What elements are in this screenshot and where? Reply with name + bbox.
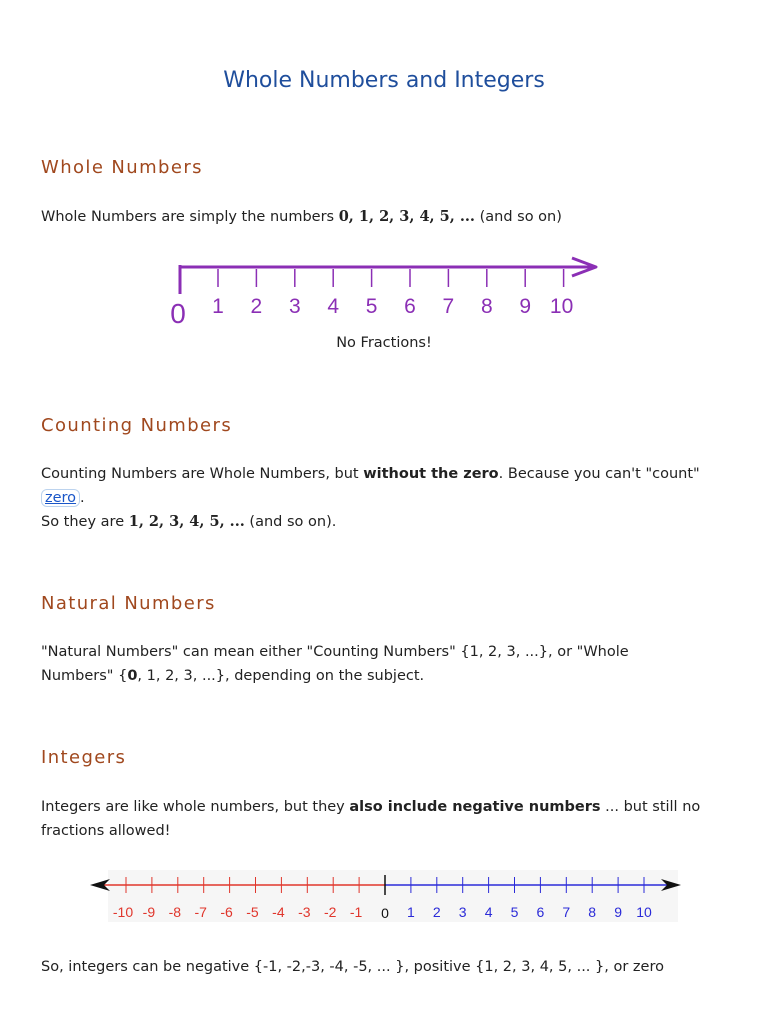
whole-line-label: 7: [442, 295, 455, 318]
whole-line-label: 5: [365, 295, 378, 318]
integer-line-negative-label: -3: [298, 904, 311, 920]
whole-number-list: 0, 1, 2, 3, 4, 5, ...: [338, 208, 475, 225]
integer-line-positive-label: 6: [536, 904, 545, 920]
integers-text-before: Integers are like whole numbers, but they: [41, 799, 350, 815]
counting-numbers-text: [41, 462, 731, 534]
whole-line-label: 6: [404, 295, 416, 318]
whole-line-label: 1: [212, 295, 224, 318]
counting-link-after: .: [80, 490, 85, 506]
whole-line-label: 3: [288, 295, 301, 318]
integer-line-negative-label: -4: [272, 904, 285, 920]
counting-bold-text: without the zero: [363, 466, 499, 482]
whole-numbers-heading: Whole Numbers: [41, 157, 203, 178]
integer-line-negative-label: -9: [142, 904, 156, 920]
natural-numbers-heading: Natural Numbers: [41, 593, 216, 614]
whole-line-label: 8: [480, 295, 493, 318]
natural-text-part2: , 1, 2, 3, ...}, depending on the subject.: [137, 668, 425, 684]
integer-line-negative-label: -10: [112, 904, 134, 920]
integer-line-positive-label: 7: [562, 904, 571, 920]
no-fractions-caption: No Fractions!: [336, 335, 432, 351]
counting-numbers-heading: Counting Numbers: [41, 415, 233, 436]
natural-bold-zero: 0: [127, 668, 138, 684]
integer-line-negative-label: -2: [323, 904, 337, 920]
zero-link[interactable]: zero: [41, 489, 80, 507]
page-title: Whole Numbers and Integers: [223, 68, 545, 93]
integer-line-positive-label: 4: [484, 904, 493, 920]
integer-number-line: [0, 860, 768, 930]
whole-line-label: 2: [250, 295, 263, 318]
integer-line-zero-label: 0: [381, 905, 389, 921]
integer-line-negative-label: -1: [349, 904, 363, 920]
whole-line-label: 10: [549, 295, 574, 318]
counting-line2-before: So they are: [41, 514, 129, 530]
integers-text-after: ... but still no fractions allowed!: [41, 799, 701, 839]
integer-line-positive-label: 8: [588, 904, 597, 920]
whole-line-label: 0: [170, 298, 186, 329]
whole-line-label: 9: [519, 295, 532, 318]
integer-line-positive-label: 5: [510, 904, 519, 920]
integer-line-negative-label: -7: [194, 904, 207, 920]
integer-line-negative-label: -6: [220, 904, 233, 920]
integer-line-negative-label: -8: [168, 904, 182, 920]
counting-text-before: Counting Numbers are Whole Numbers, but: [41, 466, 364, 482]
counting-number-list: 1, 2, 3, 4, 5, ...: [128, 513, 245, 530]
integer-line-positive-label: 3: [458, 904, 467, 920]
whole-numbers-text: [41, 205, 731, 229]
whole-number-line: [0, 250, 768, 335]
whole-text-before: Whole Numbers are simply the numbers: [41, 209, 339, 225]
integer-line-negative-label: -5: [246, 904, 259, 920]
natural-text-part1: "Natural Numbers" can mean either "Counting Numbers" {1, 2, 3, ...}, or "Whole Numbers" {: [41, 644, 629, 684]
integers-closing-text: So, integers can be negative {-1, -2,-3, -4, -5, ... }, positive {1, 2, 3, 4, 5, ... }, or zero: [41, 959, 664, 975]
whole-line-label: 4: [327, 295, 340, 318]
integers-bold-text: also include negative numbers: [349, 799, 601, 815]
integer-line-positive-label: 1: [407, 904, 415, 920]
integer-line-positive-label: 2: [432, 904, 441, 920]
integers-text: [41, 795, 721, 843]
whole-text-after: (and so on): [474, 209, 562, 225]
integers-heading: Integers: [41, 747, 127, 768]
integer-line-positive-label: 9: [614, 904, 622, 920]
counting-text-after: . Because you can't "count": [498, 466, 700, 482]
counting-line2-after: (and so on).: [244, 514, 337, 530]
natural-numbers-text: [41, 640, 681, 688]
integer-line-positive-label: 10: [636, 904, 652, 920]
